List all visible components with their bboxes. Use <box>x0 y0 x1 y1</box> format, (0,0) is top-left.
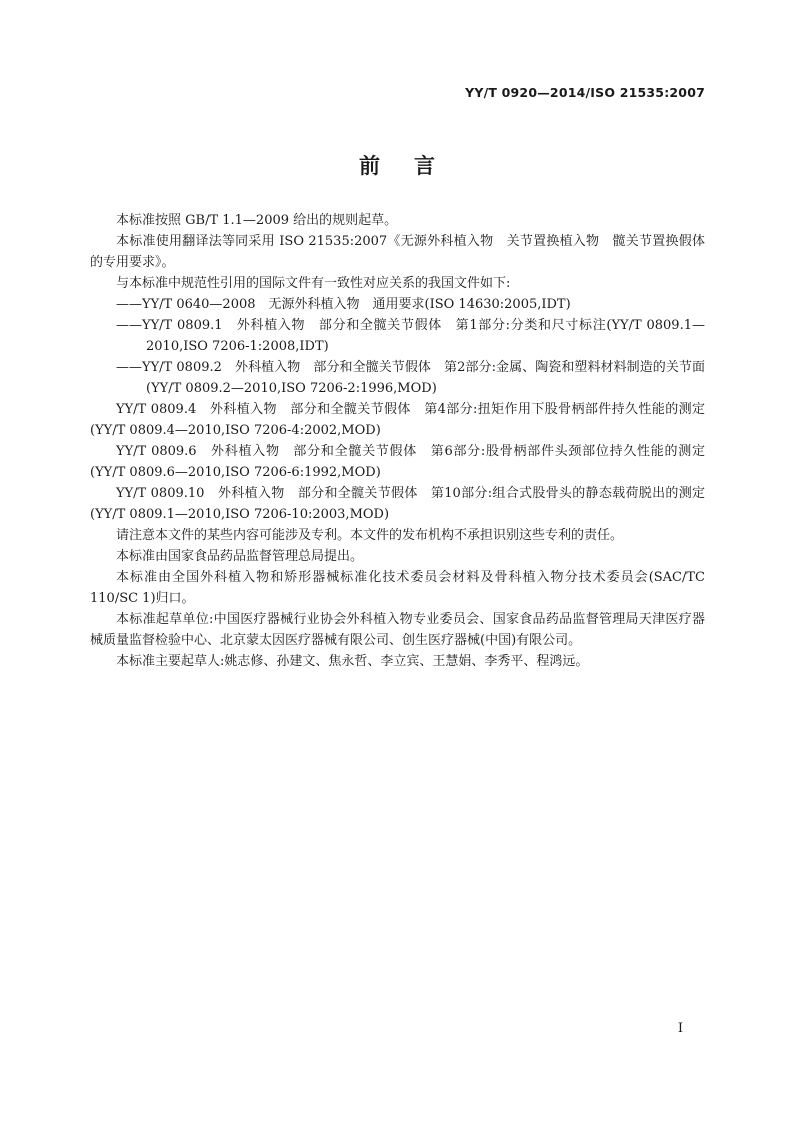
standard-code-header: YY/T 0920—2014/ISO 21535:2007 <box>465 85 705 100</box>
paragraph: 本标准由国家食品药品监督管理总局提出。 <box>116 549 364 564</box>
paragraph: 本标准按照 GB/T 1.1—2009 给出的规则起草。 <box>116 213 398 228</box>
paragraph: 本标准起草单位:中国医疗器械行业协会外科植入物专业委员会、国家食品药品监督管理局天津医疗器械质量监督检验中心、北京蒙太因医疗器械有限公司、创生医疗器械(中国)有限公司。 <box>90 612 705 648</box>
paragraph: 本标准由全国外科植入物和矫形器械标准化技术委员会材料及骨科植入物分技术委员会(SAC/TC 110/SC 1)归口。 <box>90 570 705 606</box>
foreword-body <box>90 210 705 672</box>
reference-item: YY/T 0809.6 外科植入物 部分和全髋关节假体 第6部分:股骨柄部件头颈部位持久性能的测定(YY/T 0809.6—2010,ISO 7206-6:1992,MOD) <box>90 444 705 480</box>
reference-list-item: ——YY/T 0809.1 外科植入物 部分和全髋关节假体 第1部分:分类和尺寸标注(YY/T 0809.1—2010,ISO 7206-1:2008,IDT) <box>116 318 705 354</box>
paragraph: 请注意本文件的某些内容可能涉及专利。本文件的发布机构不承担识别这些专利的责任。 <box>116 528 624 543</box>
paragraph: 本标准使用翻译法等同采用 ISO 21535:2007《无源外科植入物 关节置换植入物 髋关节置换假体的专用要求》。 <box>90 234 705 270</box>
page-title: 前言 <box>359 154 469 178</box>
reference-list-item: ——YY/T 0809.2 外科植入物 部分和全髋关节假体 第2部分:金属、陶瓷和塑料材料制造的关节面(YY/T 0809.2—2010,ISO 7206-2:1996,MOD) <box>116 360 705 396</box>
reference-item: YY/T 0809.4 外科植入物 部分和全髋关节假体 第4部分:扭矩作用下股骨柄部件持久性能的测定(YY/T 0809.4—2010,ISO 7206-4:2002,MOD) <box>90 402 705 438</box>
reference-list-item: ——YY/T 0640—2008 无源外科植入物 通用要求(ISO 14630:2005,IDT) <box>116 297 571 312</box>
paragraph: 本标准主要起草人:姚志修、孙建文、焦永哲、李立宾、王慧娟、李秀平、程鸿远。 <box>116 654 589 669</box>
paragraph: 与本标准中规范性引用的国际文件有一致性对应关系的我国文件如下: <box>116 276 511 291</box>
reference-item: YY/T 0809.10 外科植入物 部分和全髋关节假体 第10部分:组合式股骨头的静态载荷脱出的测定(YY/T 0809.1—2010,ISO 7206-10:2003,MOD) <box>90 486 705 522</box>
page-number: I <box>677 1021 683 1036</box>
